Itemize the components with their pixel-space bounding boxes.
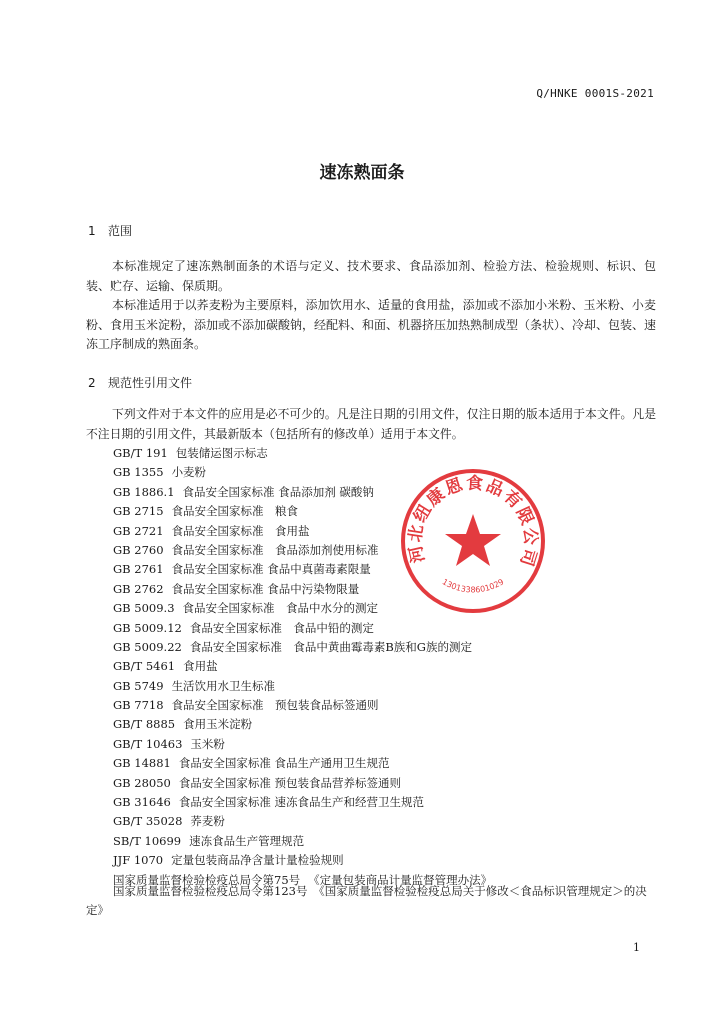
reference-title: 食品安全国家标准 食品添加剂 碳酸钠: [182, 484, 374, 499]
reference-code: JJF 1070: [113, 853, 164, 868]
reference-title: 小麦粉: [171, 465, 207, 480]
reference-code: GB 2761: [113, 562, 164, 577]
reference-code: GB 5749: [113, 678, 164, 693]
reference-title: 食品安全国家标准 食品中黄曲霉毒素B族和G族的测定: [189, 639, 472, 654]
reference-code: GB 2715: [113, 504, 164, 519]
reference-code: GB 31646: [113, 795, 171, 810]
reference-code: GB 5009.3: [113, 601, 175, 616]
reference-title: 食品安全国家标准 食品中铅的测定: [189, 620, 374, 635]
reference-title: 包装储运图示标志: [175, 446, 268, 460]
reference-item: [113, 696, 492, 715]
reference-code: GB 5009.22: [113, 639, 182, 654]
reference-item: [113, 638, 492, 657]
svg-text:1301338601029: 1301338601029: [440, 577, 506, 595]
reference-item: [113, 832, 492, 851]
reference-code: 国家质量监督检验检疫总局令第75号: [113, 872, 301, 887]
section-2-intro: 下列文件对于本文件的应用是必不可少的。凡是注日期的引用文件，仅注日期的版本适用于本文件。凡是不注日期的引用文件，其最新版本（包括所有的修改单）适用于本文件。: [86, 407, 656, 441]
section-1-title: 范围: [108, 224, 133, 238]
reference-title: 食品安全国家标准 食品中污染物限量: [171, 581, 360, 596]
reference-code: GB 1355: [113, 465, 164, 480]
document-title: 速冻熟面条: [319, 163, 405, 183]
reference-item: [113, 754, 492, 773]
reference-code: GB 1886.1: [113, 484, 175, 499]
reference-code: GB 7718: [113, 698, 164, 713]
reference-title: 食品安全国家标准 预包装食品标签通则: [171, 698, 379, 713]
page-number: 1: [633, 941, 640, 954]
reference-title: 食品安全国家标准 速冻食品生产和经营卫生规范: [178, 795, 425, 810]
reference-item: [113, 677, 492, 696]
reference-code: GB 5009.12: [113, 620, 182, 635]
reference-title: 速冻食品生产管理规范: [189, 833, 305, 848]
reference-title: 食品安全国家标准 粮食: [171, 504, 299, 519]
reference-code: GB/T 35028: [113, 814, 183, 829]
reference-title: 食品安全国家标准 食用盐: [171, 523, 310, 538]
reference-title: 食用玉米淀粉: [183, 717, 253, 732]
reference-item: [113, 715, 492, 734]
reference-code: SB/T 10699: [113, 833, 182, 848]
reference-title: 生活饮用水卫生标准: [171, 678, 276, 693]
reference-code: GB 2762: [113, 581, 164, 596]
reference-title: 玉米粉: [190, 736, 225, 751]
reference-item-last: 国家质量监督检验检疫总局令第123号 《国家质量监督检验检疫总局关于修改＜食品标识管理规定＞的决定》: [86, 884, 647, 918]
section-1-paragraph-2: 本标准适用于以荞麦粉为主要原料，添加饮用水、适量的食用盐，添加或不添加小米粉、玉米粉、小麦粉、食用玉米淀粉，添加或不添加碳酸钠，经配料、和面、机器挤压加热熟制成型（条状）、冷却、包装、速冻工序制成的熟面条。: [86, 298, 657, 351]
reference-item: [113, 735, 492, 754]
reference-title: 食品安全国家标准 食品添加剂使用标准: [171, 542, 379, 557]
reference-code: GB/T 191: [113, 446, 168, 460]
reference-title: 定量包装商品净含量计量检验规则: [171, 853, 344, 868]
reference-item: [113, 619, 492, 638]
company-seal: [398, 466, 548, 616]
reference-item: [113, 774, 492, 793]
reference-code: GB/T 8885: [113, 717, 176, 732]
reference-code: GB/T 5461: [113, 659, 176, 674]
section-1-heading: [88, 222, 132, 239]
reference-code: GB 2721: [113, 523, 164, 538]
reference-code: GB/T 10463: [113, 736, 183, 751]
reference-title: 荞麦粉: [190, 814, 225, 829]
reference-code: GB 2760: [113, 542, 164, 557]
reference-item: [113, 851, 492, 870]
reference-item: [113, 812, 492, 831]
document-number: Q/HNKE 0001S-2021: [536, 87, 654, 100]
reference-title: 《定量包装商品计量监督管理办法》: [308, 872, 493, 887]
reference-item: [113, 657, 492, 676]
reference-code: GB 28050: [113, 775, 171, 790]
reference-title: 食用盐: [183, 659, 218, 674]
section-1-paragraph-1: 本标准规定了速冻熟制面条的术语与定义、技术要求、食品添加剂、检验方法、检验规则、标识、包装、贮存、运输、保质期。: [86, 259, 656, 293]
section-2-title: 规范性引用文件: [108, 376, 193, 390]
section-2-heading: [88, 374, 192, 391]
reference-item: [113, 793, 492, 812]
reference-title: 食品安全国家标准 食品生产通用卫生规范: [178, 756, 390, 771]
section-2-number: 2: [88, 376, 96, 390]
reference-title: 食品安全国家标准 食品中水分的测定: [182, 601, 379, 616]
reference-title: 食品安全国家标准 食品中真菌毒素限量: [171, 562, 371, 577]
reference-item: [113, 444, 492, 463]
svg-text:河北纽康恩食品有限公司: 河北纽康恩食品有限公司: [405, 473, 541, 571]
section-1-number: 1: [88, 224, 96, 238]
reference-code: GB 14881: [113, 756, 171, 771]
reference-title: 食品安全国家标准 预包装食品营养标签通则: [178, 775, 402, 790]
